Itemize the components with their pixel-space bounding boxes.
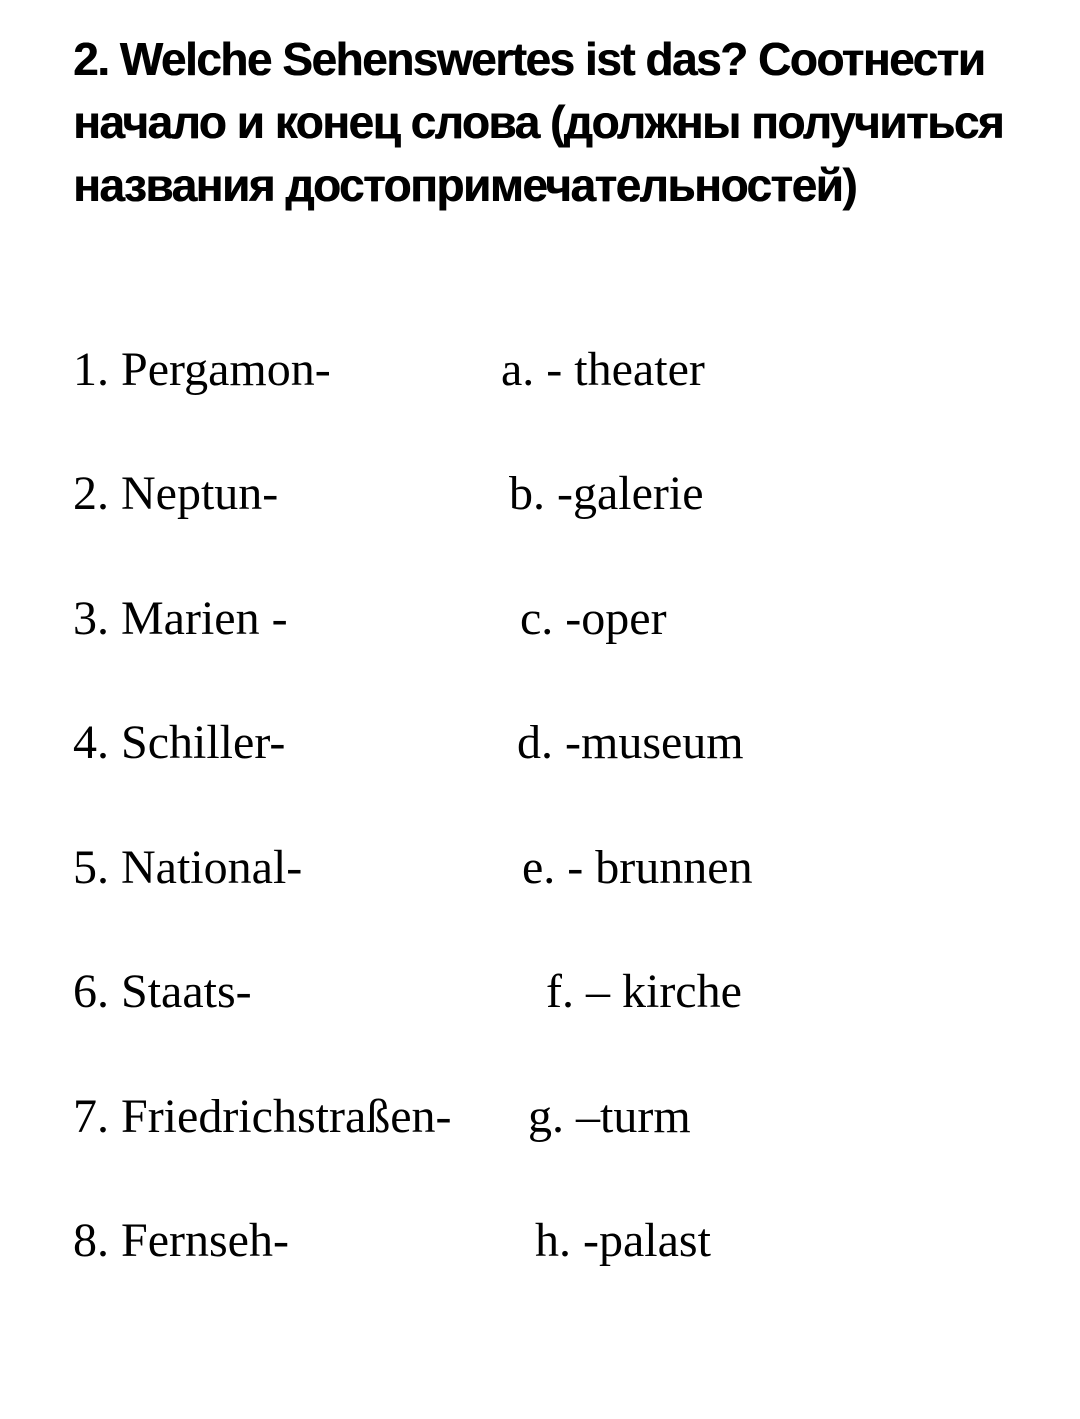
word-ending: h. -palast bbox=[535, 1214, 711, 1267]
matching-row bbox=[0, 340, 1080, 400]
task-heading: 2. Welche Sehenswertes ist das? Соотнести начало и конец слова (должны получиться названия достопримечательностей) bbox=[73, 33, 1004, 211]
matching-row bbox=[0, 589, 1080, 649]
word-beginning: 7. Friedrichstraßen- bbox=[73, 1090, 452, 1143]
word-beginning: 8. Fernseh- bbox=[73, 1214, 289, 1267]
word-ending: b. -galerie bbox=[509, 467, 704, 520]
matching-row bbox=[0, 464, 1080, 524]
word-beginning: 3. Marien - bbox=[73, 592, 288, 645]
word-ending: d. -museum bbox=[517, 716, 744, 769]
word-ending: f. – kirche bbox=[546, 965, 742, 1018]
matching-row bbox=[0, 713, 1080, 773]
matching-row bbox=[0, 838, 1080, 898]
word-beginning: 1. Pergamon- bbox=[73, 343, 331, 396]
matching-row bbox=[0, 1211, 1080, 1271]
word-beginning: 6. Staats- bbox=[73, 965, 252, 1018]
matching-row bbox=[0, 962, 1080, 1022]
word-ending: a. - theater bbox=[501, 343, 705, 396]
word-ending: e. - brunnen bbox=[522, 841, 753, 894]
word-beginning: 4. Schiller- bbox=[73, 716, 286, 769]
matching-row bbox=[0, 1087, 1080, 1147]
word-beginning: 2. Neptun- bbox=[73, 467, 279, 520]
word-beginning: 5. National- bbox=[73, 841, 303, 894]
word-ending: g. –turm bbox=[528, 1090, 691, 1143]
word-ending: c. -oper bbox=[520, 592, 667, 645]
